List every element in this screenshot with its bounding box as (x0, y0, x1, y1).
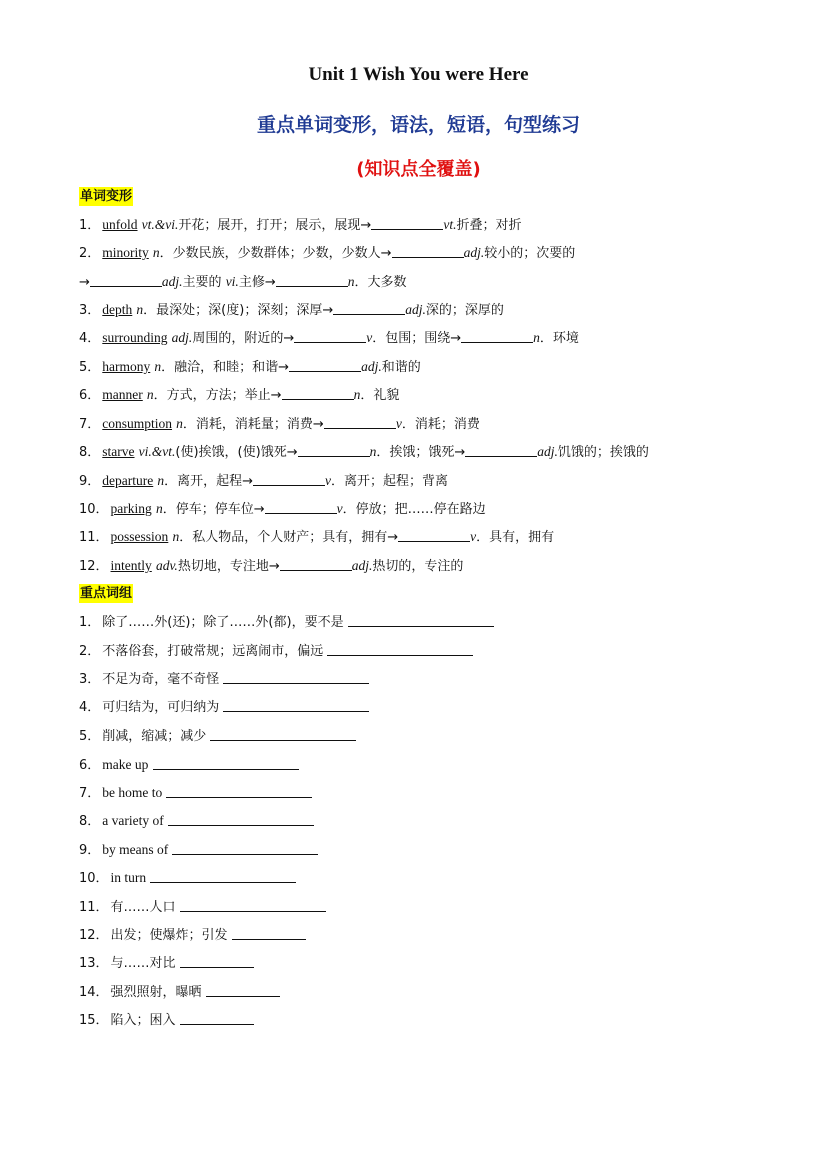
answer-blank[interactable] (232, 925, 306, 940)
answer-blank[interactable] (206, 982, 280, 997)
answer-blank[interactable] (289, 357, 361, 372)
section-heading-key-phrases: 重点词组 (80, 586, 133, 601)
phrase-item: 12． 出发；使爆炸；引发 (79, 925, 306, 945)
vocab-word: parking (110, 501, 152, 516)
phrase-item: 7． be home to (79, 783, 312, 803)
answer-blank[interactable] (166, 783, 312, 798)
vocab-word: surrounding (102, 330, 168, 345)
answer-blank[interactable] (180, 953, 254, 968)
phrase-item: 8． a variety of (79, 811, 314, 831)
vocab-item: 2． minority n．少数民族，少数群体；少数，少数人→ adj.较小的；次要的 (79, 245, 576, 261)
vocab-word: minority (102, 245, 149, 260)
phrase-item: 3． 不足为奇，毫不奇怪 (79, 669, 369, 689)
phrase-item: 10． in turn (79, 868, 296, 888)
answer-blank[interactable] (392, 243, 464, 258)
vocab-word: consumption (102, 416, 173, 431)
vocab-item: 12． intently adv.热切地，专注地→ adj.热切的，专注的 (79, 558, 464, 574)
vocab-item: 4． surrounding adj.周围的，附近的→ v．包围；围绕→ n．环境 (79, 330, 579, 346)
answer-blank[interactable] (348, 612, 494, 627)
answer-blank[interactable] (371, 215, 443, 230)
vocab-item: 11． possession n．私人物品，个人财产；具有，拥有→ v．具有，拥有 (79, 529, 555, 545)
phrase-item: 2． 不落俗套，打破常规；远离闹市，偏远 (79, 641, 473, 661)
answer-blank[interactable] (223, 669, 369, 684)
vocab-item: 8． starve vi.&vt.(使)挨饿，(使)饿死→ n．挨饿；饿死→ adj.饥饿的；挨饿的 (79, 444, 649, 460)
vocab-item: 6． manner n．方式，方法；举止→ n．礼貌 (79, 387, 400, 403)
vocab-word: intently (110, 558, 152, 573)
phrase-item: 13． 与……对比 (79, 953, 254, 973)
phrase-item: 4． 可归结为，可归纳为 (79, 697, 369, 717)
answer-blank[interactable] (282, 385, 354, 400)
answer-blank[interactable] (461, 328, 533, 343)
vocab-item: 1． unfold vt.&vi.开花；展开，打开；展示，展现→ vt.折叠；对折 (79, 217, 522, 233)
page-subtitle-note: (知识点全覆盖) (356, 159, 481, 180)
answer-blank[interactable] (398, 527, 470, 542)
vocab-word: possession (110, 529, 169, 544)
vocab-word: harmony (102, 359, 151, 374)
page-subtitle: 重点单词变形，语法，短语，句型练习 (256, 114, 580, 136)
phrase-item: 6． make up (79, 755, 299, 775)
answer-blank[interactable] (223, 697, 369, 712)
answer-blank[interactable] (294, 328, 366, 343)
answer-blank[interactable] (180, 1010, 254, 1025)
answer-blank[interactable] (276, 272, 348, 287)
phrase-item: 1． 除了……外(还)；除了……外(都)，要不是 (79, 612, 494, 632)
phrase-item: 14． 强烈照射，曝晒 (79, 982, 280, 1002)
phrase-item: 9． by means of (79, 840, 318, 860)
answer-blank[interactable] (172, 840, 318, 855)
answer-blank[interactable] (90, 272, 162, 287)
vocab-item: 3． depth n．最深处；深(度)；深刻；深厚→ adj.深的；深厚的 (79, 302, 504, 318)
answer-blank[interactable] (324, 414, 396, 429)
vocab-word: unfold (102, 217, 138, 232)
section-heading-word-forms: 单词变形 (80, 189, 133, 204)
answer-blank[interactable] (280, 556, 352, 571)
page-title: Unit 1 Wish You were Here (308, 64, 529, 85)
phrase-item: 11． 有……人口 (79, 897, 326, 917)
answer-blank[interactable] (253, 471, 325, 486)
phrase-item: 5． 削减，缩减；减少 (79, 726, 356, 746)
answer-blank[interactable] (210, 726, 356, 741)
phrase-item: 15． 陷入；困入 (79, 1010, 254, 1030)
answer-blank[interactable] (168, 811, 314, 826)
vocab-item: 9． departure n．离开，起程→ v．离开；起程；背离 (79, 473, 449, 489)
vocab-word: departure (102, 473, 154, 488)
vocab-item: 10． parking n．停车；停车位→ v．停放；把……停在路边 (79, 501, 486, 517)
vocab-word: depth (102, 302, 133, 317)
vocab-word: starve (102, 444, 135, 459)
answer-blank[interactable] (150, 868, 296, 883)
answer-blank[interactable] (333, 300, 405, 315)
answer-blank[interactable] (327, 641, 473, 656)
answer-blank[interactable] (265, 499, 337, 514)
answer-blank[interactable] (180, 897, 326, 912)
answer-blank[interactable] (298, 442, 370, 457)
answer-blank[interactable] (465, 442, 537, 457)
vocab-word: manner (102, 387, 143, 402)
vocab-item: 7． consumption n．消耗，消耗量；消费→ v．消耗；消费 (79, 416, 480, 432)
vocab-item-continued: → adj.主要的 vi.主修→ n．大多数 (79, 274, 407, 290)
answer-blank[interactable] (153, 755, 299, 770)
vocab-item: 5． harmony n．融洽，和睦；和谐→ adj.和谐的 (79, 359, 421, 375)
